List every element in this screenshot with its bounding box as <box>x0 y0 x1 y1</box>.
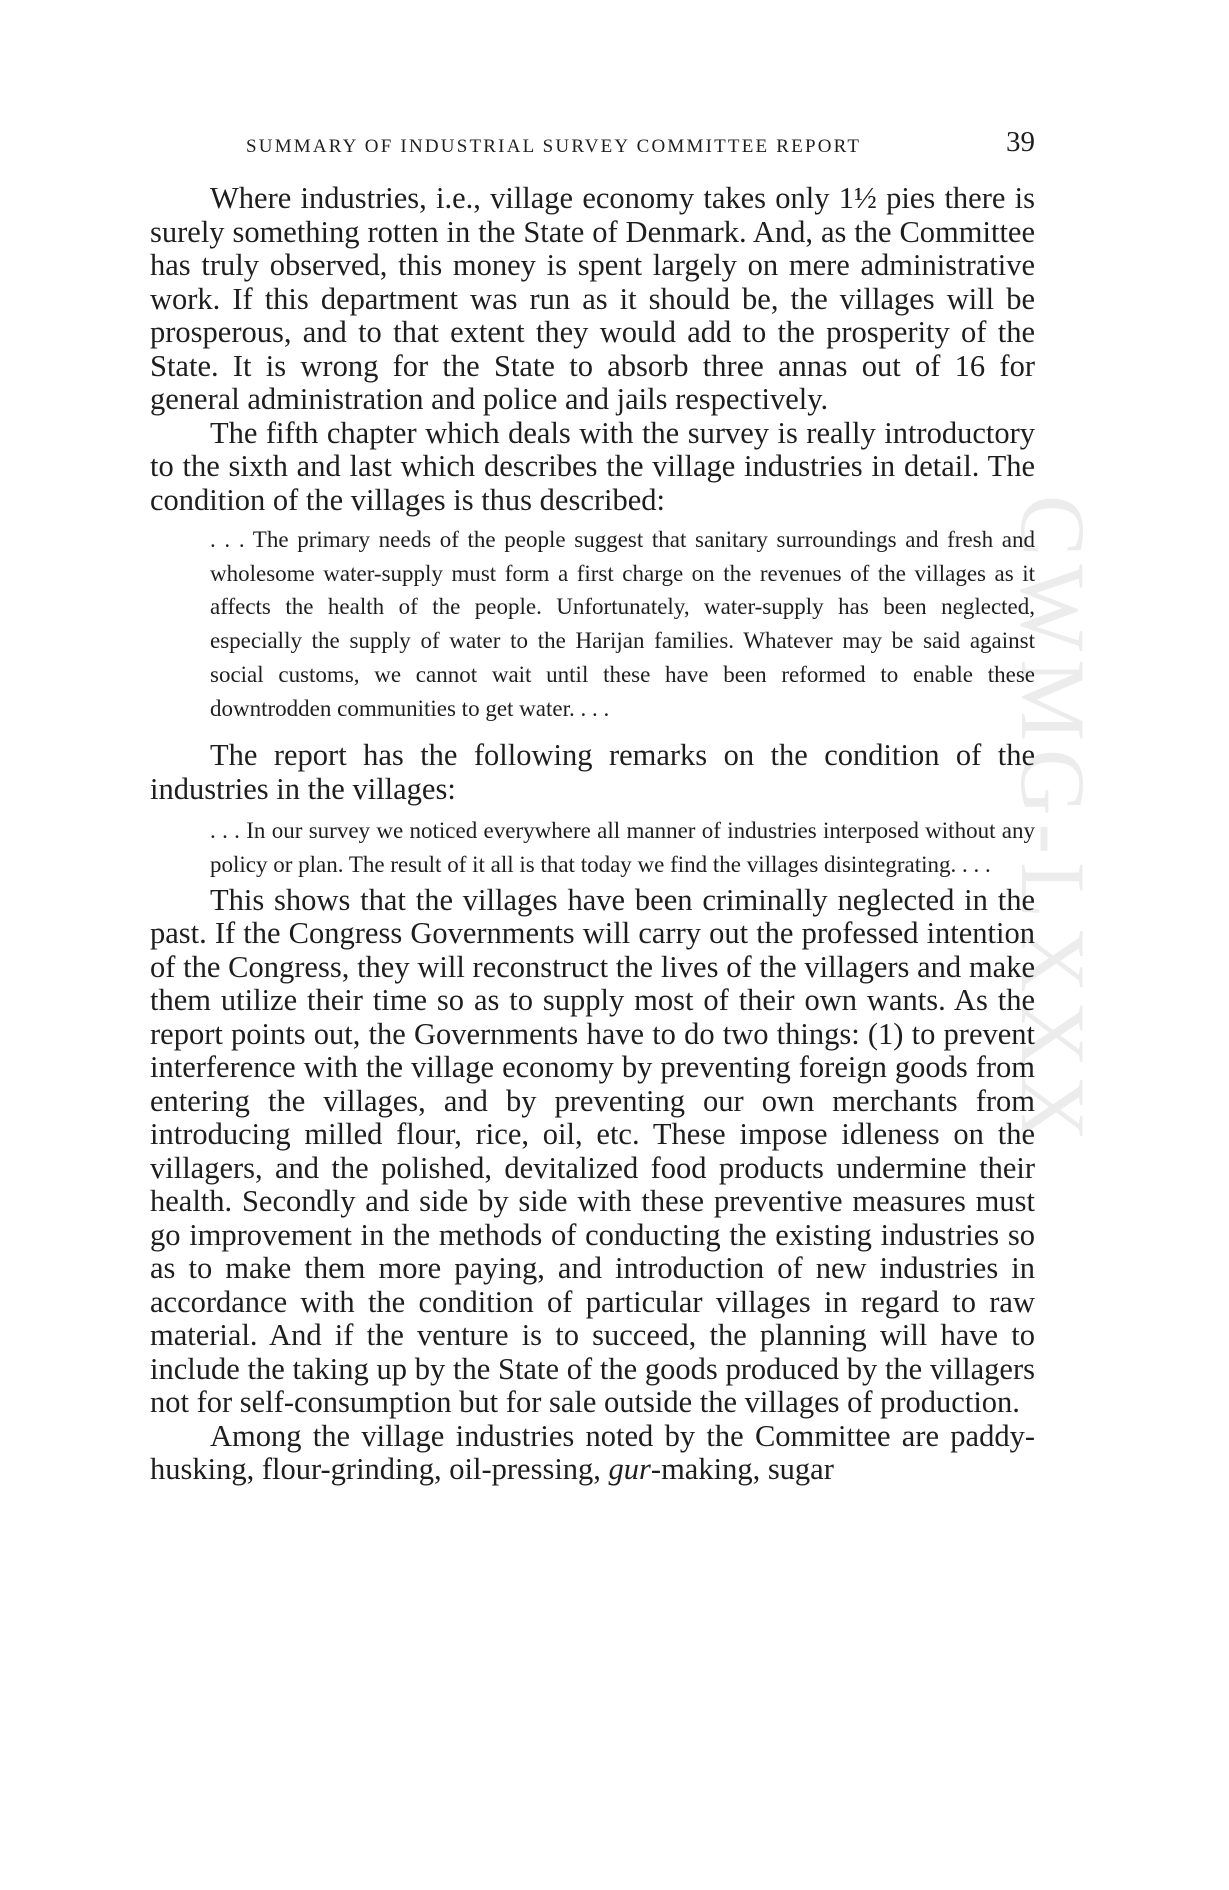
paragraph-text: Among the village industries noted by the Committee are paddy-husking, flour-grinding, oil-pressing, <box>150 1418 1035 1487</box>
paragraph: This shows that the villages have been criminally neglected in the past. If the Congress Governments will carry out the professed intention of the Congress, they will reconstruct the lives of the villagers and make them utilize their time so as to supply most of their own wants. As the report points out, the Governments have to do two things: (1) to prevent interference with the village economy by preventing foreign goods from entering the villages, and by preventing our own merchants from introducing milled flour, rice, oil, etc. These impose idleness on the villagers, and the polished, devitalized food products undermine their health. Secondly and side by side with these preventive measures must go improvement in the methods of conducting the existing industries so as to make them more paying, and introduction of new industries in accordance with the condition of particular villages in regard to raw material. And if the venture is to succeed, the planning will have to include the taking up by the State of the goods produced by the villagers not for self-consumption but for sale outside the villages of production. <box>150 882 1035 1420</box>
paragraph-text: -making, sugar <box>650 1452 834 1487</box>
paragraph: The report has the following remarks on the condition of the industries in the villages: <box>150 738 1035 806</box>
running-title: SUMMARY OF INDUSTRIAL SURVEY COMMITTEE REPORT <box>246 136 862 157</box>
body-text <box>150 182 1035 1487</box>
running-head <box>150 126 1035 166</box>
block-quote: . . . The primary needs of the people suggest that sanitary surroundings and fresh and wholesome water-supply must form a first charge on the revenues of the villages as it affects the health of the people. Unfortunately, water-supply has been neglected, especially the supply of water to the Harijan families. Whatever may be said against social customs, we cannot wait until these have been reformed to enable these downtrodden communities to get water. . . . <box>210 527 1035 721</box>
watermark: CWMG-LXXX <box>1002 495 1104 1150</box>
book-page <box>150 126 1035 1487</box>
paragraph: The fifth chapter which deals with the survey is really introductory to the sixth and last which describes the village industries in detail. The condition of the villages is thus described: <box>150 415 1035 517</box>
block-quote: . . . In our survey we noticed everywhere all manner of industries interposed without any policy or plan. The result of it all is that today we find the villages disintegrating. . . . <box>210 818 1035 877</box>
page-number: 39 <box>1006 126 1035 158</box>
paragraph <box>150 1420 1035 1487</box>
italic-term: gur <box>608 1452 651 1487</box>
paragraph: Where industries, i.e., village economy takes only 1½ pies there is surely something rotten in the State of Denmark. And, as the Committee has truly observed, this money is spent largely on mere administrative work. If this department was run as it should be, the villages will be prosperous, and to that extent they would add to the prosperity of the State. It is wrong for the State to absorb three annas out of 16 for general administration and police and jails respectively. <box>150 181 1035 416</box>
